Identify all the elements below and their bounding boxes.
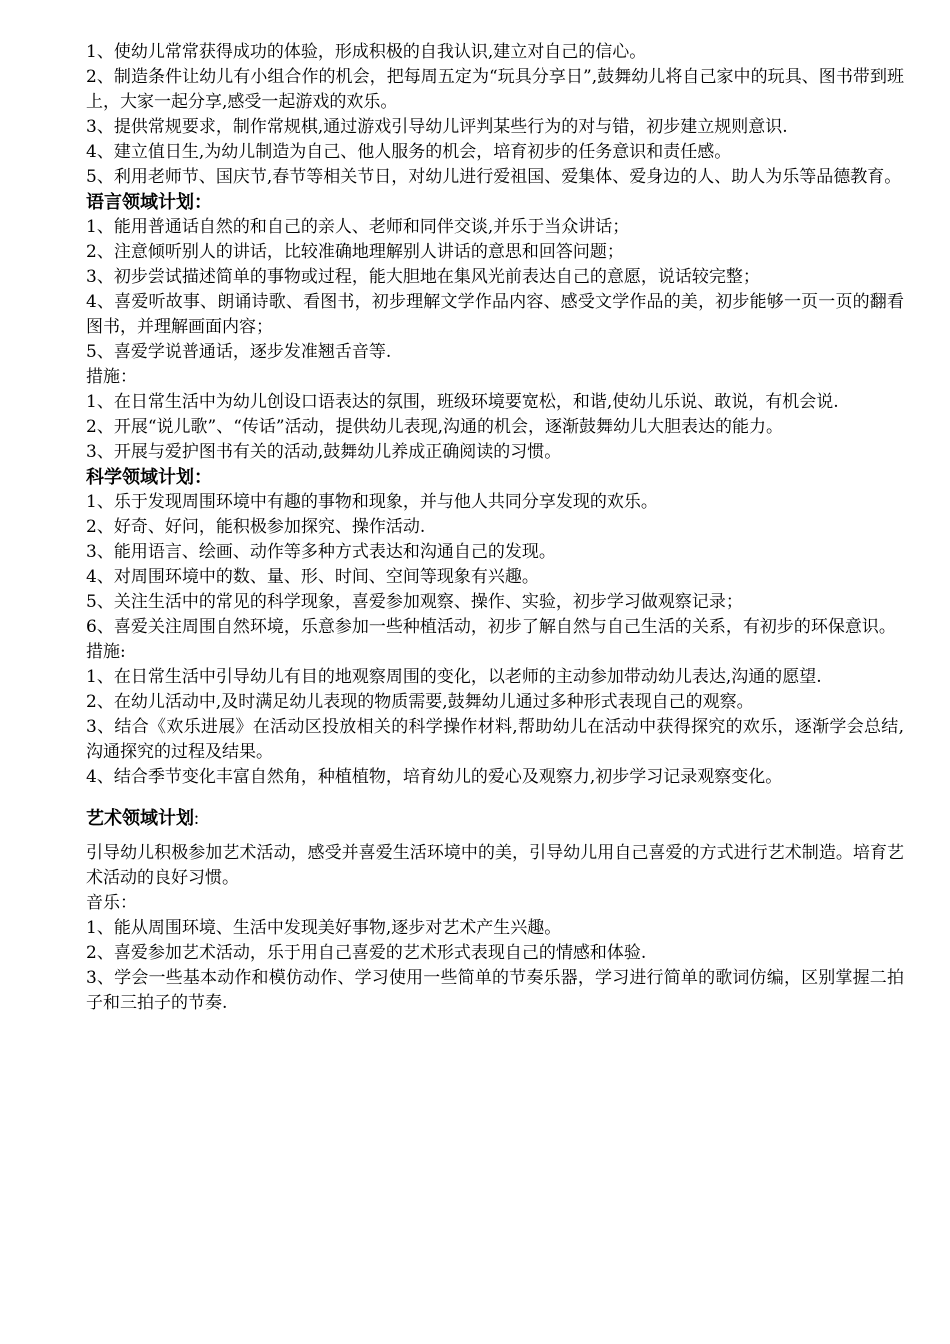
language-goal: 5、喜爱学说普通话，逐步发准翘舌音等. <box>86 342 392 362</box>
science-goal: 3、能用语言、绘画、动作等多种方式表达和沟通自己的发现。 <box>86 542 556 562</box>
language-heading: 语言领域计划： <box>86 192 212 213</box>
science-goal: 5、关注生活中的常见的科学现象，喜爱参加观察、操作、实验，初步学习做观察记录； <box>86 592 743 612</box>
art-music-item: 3、学会一些基本动作和模仿动作、学习使用一些简单的节奏乐器，学习进行简单的歌词仿编，区别掌握二拍子和三拍子的节奏. <box>86 968 904 1013</box>
science-goal: 6、喜爱关注周围自然环境，乐意参加一些种植活动，初步了解自然与自己生活的关系，有初步的环保意识。 <box>86 617 896 637</box>
art-heading-suffix: : <box>194 808 200 828</box>
science-measures-label: 措施: <box>86 642 126 662</box>
art-heading <box>86 806 904 831</box>
language-goal: 2、注意倾听别人的讲话，比较准确地理解别人讲话的意思和回答问题； <box>86 242 624 262</box>
art-music-label: 音乐： <box>86 893 137 913</box>
art-music-item: 2、喜爱参加艺术活动，乐于用自己喜爱的艺术形式表现自己的情感和体验. <box>86 943 647 963</box>
science-measure: 1、在日常生活中引导幼儿有目的地观察周围的变化，以老师的主动参加带动幼儿表达,沟通的愿望. <box>86 667 822 687</box>
science-measure: 3、结合《欢乐进展》在活动区投放相关的科学操作材料,帮助幼儿在活动中获得探究的欢乐，逐渐学会总结,沟通探究的过程及结果。 <box>86 717 904 762</box>
document-page <box>86 40 904 1016</box>
science-measure: 2、在幼儿活动中,及时满足幼儿表现的物质需要,鼓舞幼儿通过多种形式表现自己的观察。 <box>86 692 754 712</box>
language-measure: 1、在日常生活中为幼儿创设口语表达的氛围，班级环境要宽松，和谐,使幼儿乐说、敢说，有机会说. <box>86 392 839 412</box>
language-measure: 3、开展与爱护图书有关的活动,鼓舞幼儿养成正确阅读的习惯。 <box>86 442 562 462</box>
language-measures-label: 措施： <box>86 367 137 387</box>
art-heading-text: 艺术领域计划 <box>86 808 194 829</box>
science-measure: 4、结合季节变化丰富自然角，种植植物，培育幼儿的爱心及观察力,初步学习记录观察变化。 <box>86 767 783 787</box>
science-goal: 4、对周围环境中的数、量、形、时间、空间等现象有兴趣。 <box>86 567 539 587</box>
language-goal: 1、能用普通话自然的和自己的亲人、老师和同伴交谈,并乐于当众讲话； <box>86 217 630 237</box>
art-music-item: 1、能从周围环境、生活中发现美好事物,逐步对艺术产生兴趣。 <box>86 918 562 938</box>
social-item: 4、建立值日生,为幼儿制造为自己、他人服务的机会，培育初步的任务意识和责任感。 <box>86 142 732 162</box>
social-item: 3、提供常规要求，制作常规棋,通过游戏引导幼儿评判某些行为的对与错，初步建立规则意识. <box>86 117 788 137</box>
social-item: 5、利用老师节、国庆节,春节等相关节日，对幼儿进行爱祖国、爱集体、爱身边的人、助人为乐等品德教育。 <box>86 167 902 187</box>
art-intro: 引导幼儿积极参加艺术活动，感受并喜爱生活环境中的美，引导幼儿用自己喜爱的方式进行艺术制造。培育艺术活动的良好习惯。 <box>86 843 904 888</box>
social-item: 1、使幼儿常常获得成功的体验，形成积极的自我认识,建立对自己的信心。 <box>86 42 647 62</box>
science-heading: 科学领域计划： <box>86 467 212 488</box>
language-goal: 4、喜爱听故事、朗诵诗歌、看图书，初步理解文学作品内容、感受文学作品的美，初步能够一页一页的翻看图书，并理解画面内容； <box>86 292 904 337</box>
language-measure: 2、开展“说儿歌”、“传话”活动，提供幼儿表现,沟通的机会，逐渐鼓舞幼儿大胆表达的能力。 <box>86 417 783 437</box>
language-goal: 3、初步尝试描述简单的事物或过程，能大胆地在集风光前表达自己的意愿，说话较完整； <box>86 267 760 287</box>
social-item: 2、制造条件让幼儿有小组合作的机会，把每周五定为“玩具分享日”,鼓舞幼儿将自己家中的玩具、图书带到班上，大家一起分享,感受一起游戏的欢乐。 <box>86 67 904 112</box>
science-goal: 2、好奇、好问，能积极参加探究、操作活动. <box>86 517 426 537</box>
science-goal: 1、乐于发现周围环境中有趣的事物和现象，并与他人共同分享发现的欢乐。 <box>86 492 658 512</box>
